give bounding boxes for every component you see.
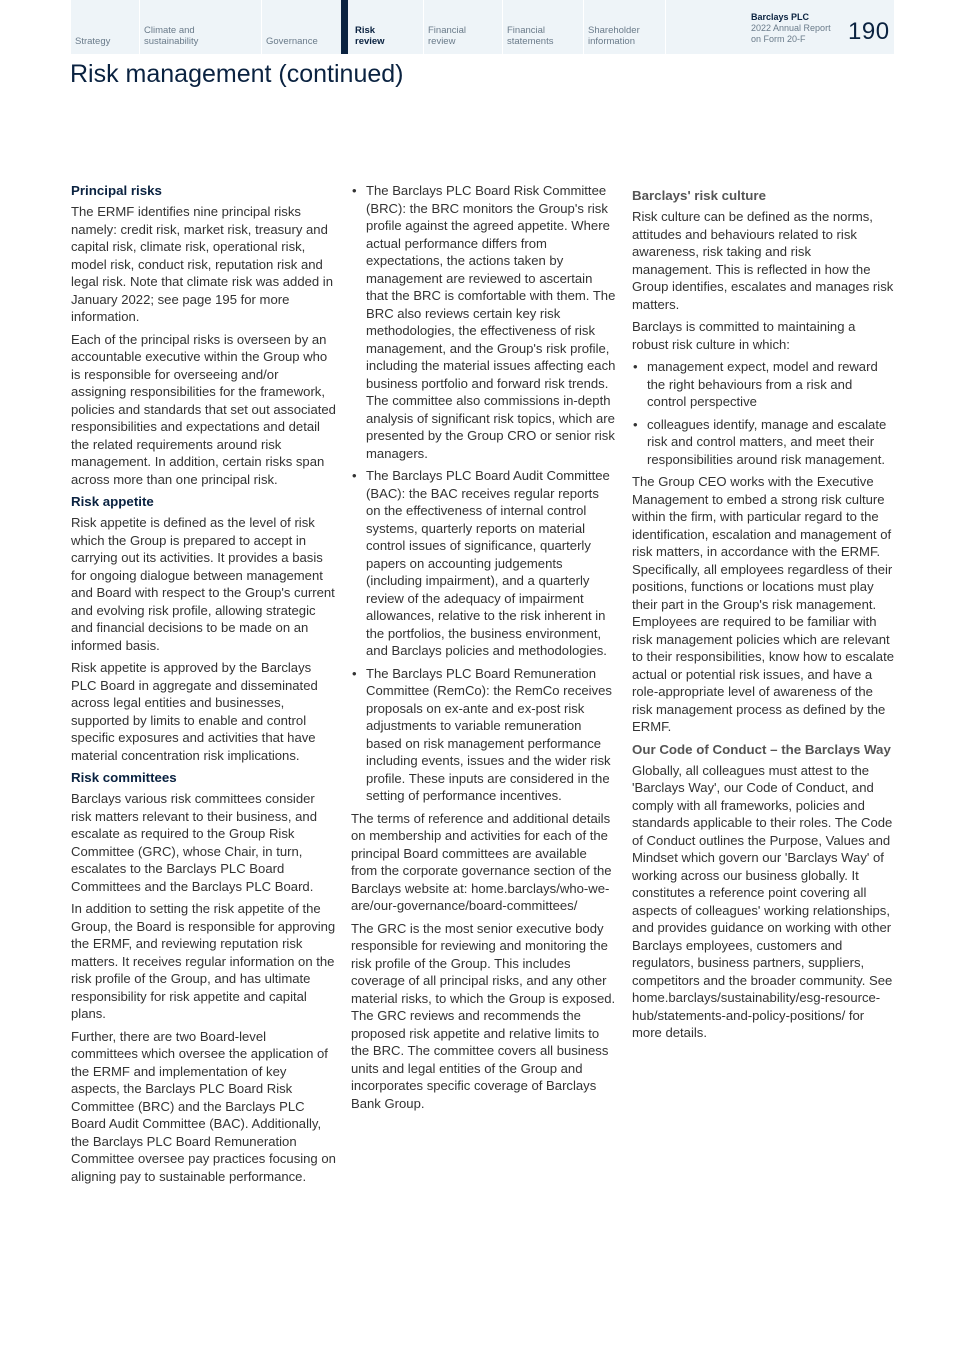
tab-label: Governance xyxy=(266,36,318,47)
tab-shareholder-information[interactable] xyxy=(584,0,666,54)
tab-label: Climate and sustainability xyxy=(144,25,199,47)
list-item: • management expect, model and reward the right behaviours from a risk and control perspective xyxy=(632,358,894,411)
list-item: • The Barclays PLC Board Audit Committee (BAC): the BAC receives regular reports on the effectiveness of internal control systems, quarterly reports on material control issues of significance, quarterly papers on accounting judgements (including impairment), and a quarterly review of the adequacy of impairment allowances, relative to the risk inherent in the portfolios, the business environment, and Barclays policies and methodologies. xyxy=(351,467,616,660)
committee-list xyxy=(351,182,616,805)
list-item: • The Barclays PLC Board Risk Committee (BRC): the BRC monitors the Group's risk profile against the agreed appetite. Where actual performance differs from expectations, the actions taken by management are reviewed to ascertain that the BRC is comfortable with them. The BRC also reviews certain key risk methodologies, the effectiveness of risk management, and the Group's risk profile, including the material issues affecting each business portfolio and forward risk trends. The committee also commissions in-depth analysis of significant risk topics, which are presented by the Group CRO or senior risk managers. xyxy=(351,182,616,462)
heading-risk-culture: Barclays' risk culture xyxy=(632,188,766,203)
paragraph: Barclays is committed to maintaining a robust risk culture in which: xyxy=(632,319,856,352)
culture-list xyxy=(632,358,894,468)
paragraph: The ERMF identifies nine principal risks namely: credit risk, market risk, treasury and capital risk, climate risk, operational risk, model risk, conduct risk, reputation risk and legal risk. Note that climate risk was added in January 2022; see page 195 for more information. xyxy=(71,204,333,324)
paragraph: Risk appetite is approved by the Barclays PLC Board in aggregate and disseminated across legal entities and businesses, supported by limits to enable and control specific exposures and activities that have material concentration risk implications. xyxy=(71,660,318,763)
page-number: 190 xyxy=(848,18,890,45)
heading-risk-committees: Risk committees xyxy=(71,770,177,785)
paragraph: Barclays various risk committees consider risk matters relevant to their business, and escalate as required to the Group Risk Committee (GRC), whose Chair, in turn, escalates to the Barclays PLC Board Committees and the Barclays PLC Board. xyxy=(71,791,317,894)
paragraph: Risk culture can be defined as the norms, attitudes and behaviours related to risk awareness, risk taking and risk management. This is reflected in how the Group identifies, escalates and manages risk matters. xyxy=(632,209,894,312)
paragraph: Further, there are two Board-level committees which oversee the application of the ERMF and implementation of key aspects, the Barclays PLC Board Risk Committee (BRC) and the Barclays PLC Board Audit Committee (BAC). Additionally, the Barclays PLC Board Remuneration Committee oversee pay practices focusing on aligning pay to sustainable performance. xyxy=(71,1028,336,1184)
paragraph: Each of the principal risks is overseen by an accountable executive within the Group who is responsible for overseeing and/or assigning responsibilities for the framework, policies and standards that set out associated responsibilities and expectations and detail the related requirements around risk management. In addition, certain risks span across more than one principal risk. xyxy=(71,331,336,487)
list-item: • colleagues identify, manage and escalate risk and control matters, and meet their responsibilities around risk management. xyxy=(632,416,894,469)
tab-financial-statements[interactable] xyxy=(503,0,584,54)
heading-risk-appetite: Risk appetite xyxy=(71,494,154,509)
tab-risk-review[interactable] xyxy=(342,0,424,54)
report-title-line2: on Form 20-F xyxy=(751,34,806,44)
tab-strategy[interactable] xyxy=(71,0,140,54)
paragraph: The terms of reference and additional details on membership and activities for each of the principal Board committees are available from the corporate governance section of the Barclays website at: home.barclays/who-we-are/our-governance/board-committees/ xyxy=(351,810,612,913)
list-item: • The Barclays PLC Board Remuneration Committee (RemCo): the RemCo receives proposals on ex-ante and ex-post risk adjustments to variable remuneration based on risk management performance including events, issues and the wider risk profile. These inputs are considered in the setting of performance incentives. xyxy=(351,665,616,805)
report-title-line1: 2022 Annual Report xyxy=(751,23,831,33)
paragraph: Risk appetite is defined as the level of risk which the Group is prepared to accept in carrying out its activities. It provides a basis for ongoing dialogue between management and Board with respect to the Group's current and evolving risk profile, allowing strategic and financial decisions to be made on an informed basis. xyxy=(71,515,335,653)
paragraph: The Group CEO works with the Executive Management to embed a strong risk culture within the firm, with particular regard to the identification, escalation and management of risk matters, in accordance with the ERMF. Specifically, all employees regardless of their positions, functions or locations must play their part in the Group's risk management. Employees are required to be familiar with risk management policies which are relevant to their responsibilities, know how to escalate actual or potential risk issues, and have a role-appropriate level of awareness of the risk management process as defined by the ERMF. xyxy=(632,474,895,734)
tab-label: Shareholder information xyxy=(588,25,640,47)
tab-label: Strategy xyxy=(75,36,111,47)
paragraph: In addition to setting the risk appetite of the Group, the Board is responsible for approving the ERMF, and reviewing reputation risk matters. It receives regular information on the risk profile of the Group, and has ultimate responsibility for risk appetite and capital plans. xyxy=(71,901,336,1021)
tab-climate-sustainability[interactable] xyxy=(140,0,262,54)
paragraph: The GRC is the most senior executive body responsible for reviewing and monitoring the risk profile of the Group. This includes coverage of all principal risks, and any other material risks, to which the Group is exposed. The GRC reviews and recommends the proposed risk appetite and relative limits to the BRC. The committee covers all business units and legal entities of the Group and incorporates specific coverage of Barclays Bank Group. xyxy=(351,920,616,1111)
paragraph: Globally, all colleagues must attest to the 'Barclays Way', our Code of Conduct, and comply with all frameworks, policies and standards applicable to their roles. The Code of Conduct outlines the Purpose, Values and Mindset which govern our 'Barclays Way' of working across our business globally. It constitutes a reference point covering all aspects of colleagues' working relationships, and provides guidance on working with other Barclays employees, customers and regulators, business partners, suppliers, competitors and the broader community. See home.barclays/sustainability/esg-resource-hub/statements-and-policy-positions/ for more details. xyxy=(632,762,893,1040)
heading-code-of-conduct: Our Code of Conduct – the Barclays Way xyxy=(632,741,891,757)
tab-financial-review[interactable] xyxy=(424,0,503,54)
column-left xyxy=(71,182,336,1190)
column-right xyxy=(632,187,894,1047)
report-brand xyxy=(751,12,831,45)
column-middle xyxy=(351,182,616,1117)
tab-label: Risk review xyxy=(355,25,385,47)
tab-label: Financial statements xyxy=(507,25,554,47)
page-title: Risk management (continued) xyxy=(70,60,404,88)
tab-label: Financial review xyxy=(428,25,467,47)
tab-governance[interactable] xyxy=(262,0,342,54)
heading-principal-risks: Principal risks xyxy=(71,183,162,198)
company-name: Barclays PLC xyxy=(751,12,810,22)
